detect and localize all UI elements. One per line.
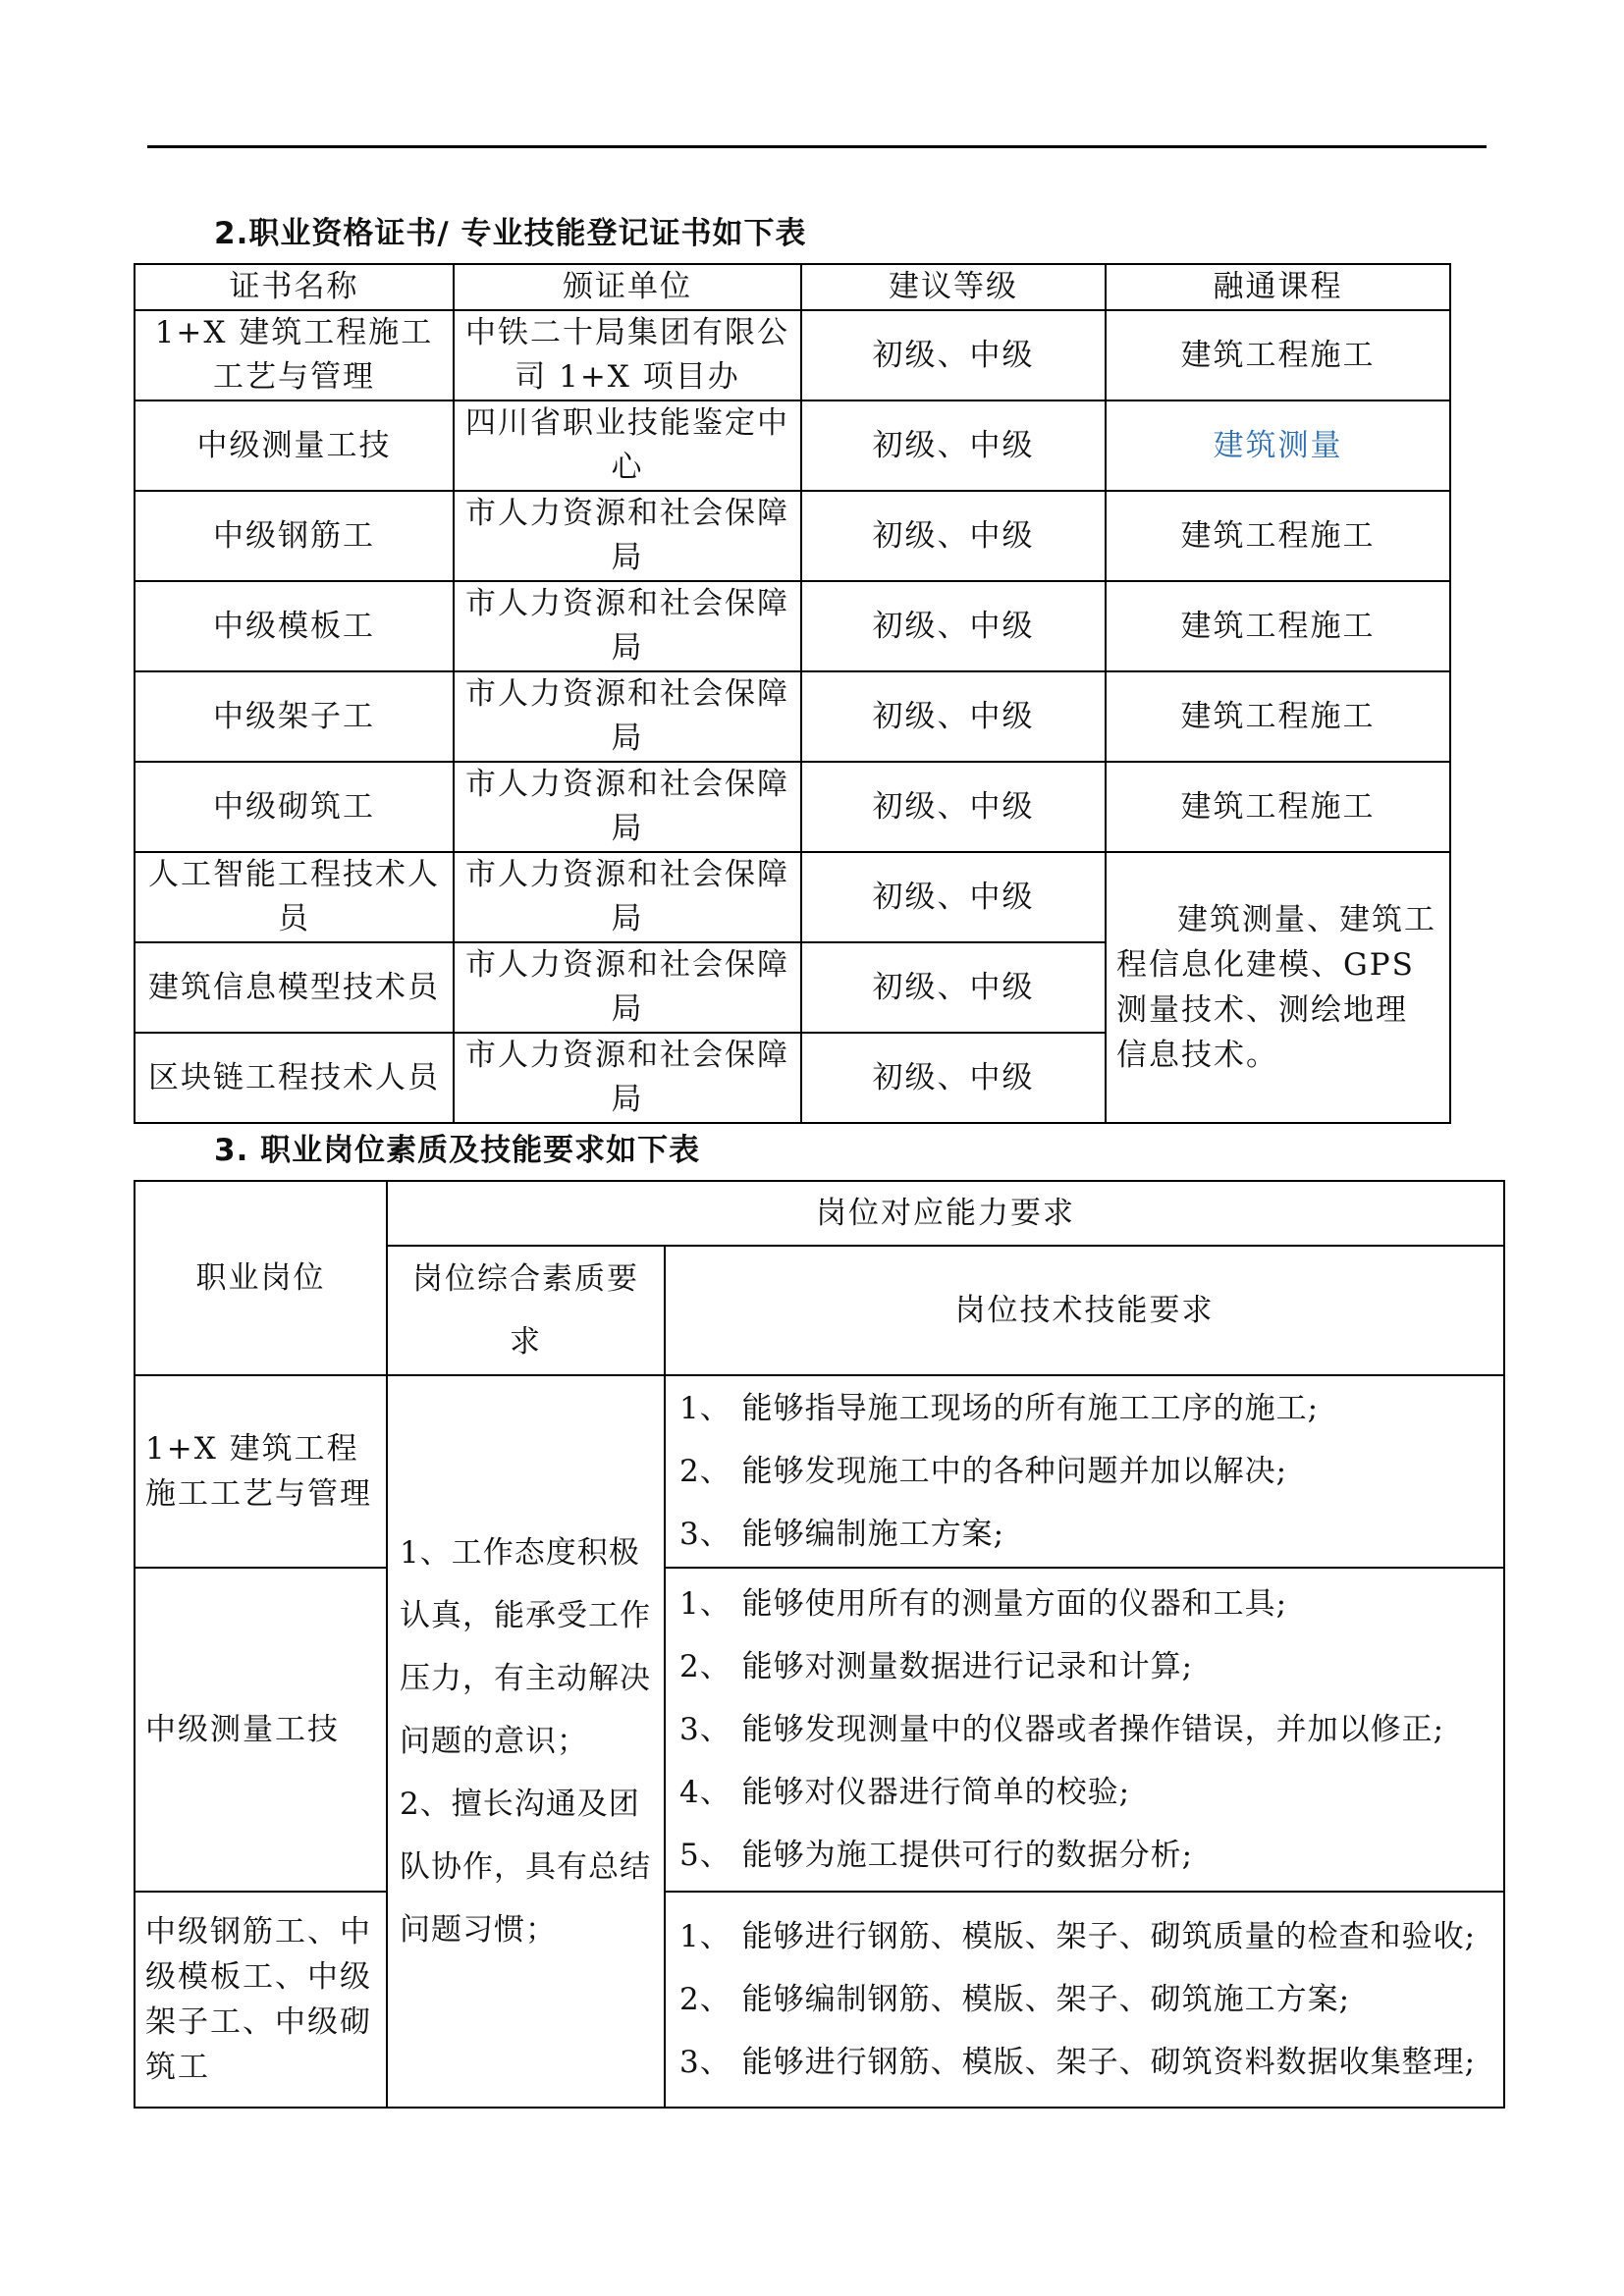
skill-item: 3、 能够发现测量中的仪器或者操作错误，并加以修正;: [679, 1712, 1445, 1747]
cert-name: 区块链工程技术人员: [135, 1033, 454, 1123]
section-2-title: 2.职业资格证书/ 专业技能登记证书如下表: [214, 216, 807, 251]
header-ability: 岗位对应能力要求: [387, 1181, 1504, 1246]
position-name: 中级钢筋工、中级模板工、中级架子工、中级砌筑工: [135, 1892, 387, 2108]
job-requirements-table: [134, 1180, 1505, 2109]
table-row: [135, 491, 1450, 581]
quality-line: 队协作，具有总结: [400, 1849, 651, 1885]
skill-item: 1、 能够使用所有的测量方面的仪器和工具;: [679, 1586, 1288, 1622]
skill-item: 5、 能够为施工提供可行的数据分析;: [679, 1838, 1194, 1873]
cert-name: 建筑信息模型技术员: [135, 942, 454, 1033]
quality-cell: [387, 1375, 665, 2108]
skill-item: 4、 能够对仪器进行简单的校验;: [679, 1775, 1131, 1810]
cert-course: 建筑工程施工: [1106, 491, 1450, 581]
table-header-row: [135, 1181, 1504, 1246]
table-row: [135, 400, 1450, 491]
cert-name: 中级模板工: [135, 581, 454, 671]
table-row: [135, 852, 1450, 942]
cert-level: 初级、中级: [801, 942, 1106, 1033]
skills-cell: [665, 1568, 1504, 1892]
skill-item: 2、 能够编制钢筋、模版、架子、砌筑施工方案;: [679, 1982, 1351, 2017]
quality-line: 问题习惯；: [400, 1912, 557, 1948]
cert-name: 中级架子工: [135, 671, 454, 762]
table-row: [135, 1375, 1504, 1568]
skills-cell: [665, 1375, 1504, 1568]
cert-issuer: 市人力资源和社会保障局: [454, 581, 801, 671]
cert-issuer: 四川省职业技能鉴定中心: [454, 400, 801, 491]
table-row: [135, 1568, 1504, 1892]
quality-line: 问题的意识；: [400, 1724, 588, 1759]
table-row: [135, 310, 1450, 400]
cert-issuer: 中铁二十局集团有限公司 1+X 项目办: [454, 310, 801, 400]
quality-line: 2、擅长沟通及团: [400, 1787, 640, 1822]
cert-course-link[interactable]: 建筑测量: [1106, 400, 1450, 491]
cert-name: 中级钢筋工: [135, 491, 454, 581]
cert-issuer: 市人力资源和社会保障局: [454, 852, 801, 942]
skill-item: 1、 能够指导施工现场的所有施工工序的施工;: [679, 1391, 1320, 1426]
header-cert-name: 证书名称: [135, 264, 454, 310]
cert-level: 初级、中级: [801, 400, 1106, 491]
cert-level: 初级、中级: [801, 762, 1106, 852]
cert-course: 建筑工程施工: [1106, 671, 1450, 762]
table-header-row: [135, 264, 1450, 310]
cert-issuer: 市人力资源和社会保障局: [454, 1033, 801, 1123]
section-3-title: 3. 职业岗位素质及技能要求如下表: [214, 1133, 701, 1168]
cert-level: 初级、中级: [801, 581, 1106, 671]
cert-issuer: 市人力资源和社会保障局: [454, 671, 801, 762]
cert-issuer: 市人力资源和社会保障局: [454, 942, 801, 1033]
certificate-table: [134, 263, 1451, 1124]
skill-item: 2、 能够发现施工中的各种问题并加以解决;: [679, 1454, 1288, 1489]
cert-issuer: 市人力资源和社会保障局: [454, 491, 801, 581]
header-course: 融通课程: [1106, 264, 1450, 310]
header-rule: [147, 145, 1487, 148]
quality-line: 1、工作态度积极: [400, 1535, 640, 1571]
header-skill: 岗位技术技能要求: [665, 1246, 1504, 1375]
table-row: [135, 581, 1450, 671]
quality-line: 压力，有主动解决: [400, 1661, 651, 1696]
cert-name: 1+X 建筑工程施工工艺与管理: [135, 310, 454, 400]
cert-level: 初级、中级: [801, 1033, 1106, 1123]
cert-course: 建筑工程施工: [1106, 762, 1450, 852]
table-row: [135, 762, 1450, 852]
merged-course-cell: 建筑测量、建筑工程信息化建模、GPS 测量技术、测绘地理信息技术。: [1106, 852, 1450, 1123]
header-issuer: 颁证单位: [454, 264, 801, 310]
position-name: 1+X 建筑工程施工工艺与管理: [135, 1375, 387, 1568]
table-row: [135, 671, 1450, 762]
cert-name: 中级砌筑工: [135, 762, 454, 852]
header-level: 建议等级: [801, 264, 1106, 310]
cert-level: 初级、中级: [801, 310, 1106, 400]
cert-level: 初级、中级: [801, 671, 1106, 762]
skill-item: 1、 能够进行钢筋、模版、架子、砌筑质量的检查和验收;: [679, 1919, 1477, 1954]
cert-name: 中级测量工技: [135, 400, 454, 491]
position-name: 中级测量工技: [135, 1568, 387, 1892]
skill-item: 3、 能够进行钢筋、模版、架子、砌筑资料数据收集整理;: [679, 2045, 1477, 2080]
cert-level: 初级、中级: [801, 852, 1106, 942]
cert-level: 初级、中级: [801, 491, 1106, 581]
cert-course: 建筑工程施工: [1106, 310, 1450, 400]
cert-issuer: 市人力资源和社会保障局: [454, 762, 801, 852]
skills-cell: [665, 1892, 1504, 2108]
cert-course: 建筑工程施工: [1106, 581, 1450, 671]
skill-item: 3、 能够编制施工方案;: [679, 1517, 1005, 1552]
table-row: [135, 1892, 1504, 2108]
quality-line: 认真，能承受工作: [400, 1598, 651, 1633]
header-quality: 岗位综合素质要求: [387, 1246, 665, 1375]
header-position: 职业岗位: [135, 1181, 387, 1375]
cert-name: 人工智能工程技术人员: [135, 852, 454, 942]
skill-item: 2、 能够对测量数据进行记录和计算;: [679, 1649, 1194, 1684]
